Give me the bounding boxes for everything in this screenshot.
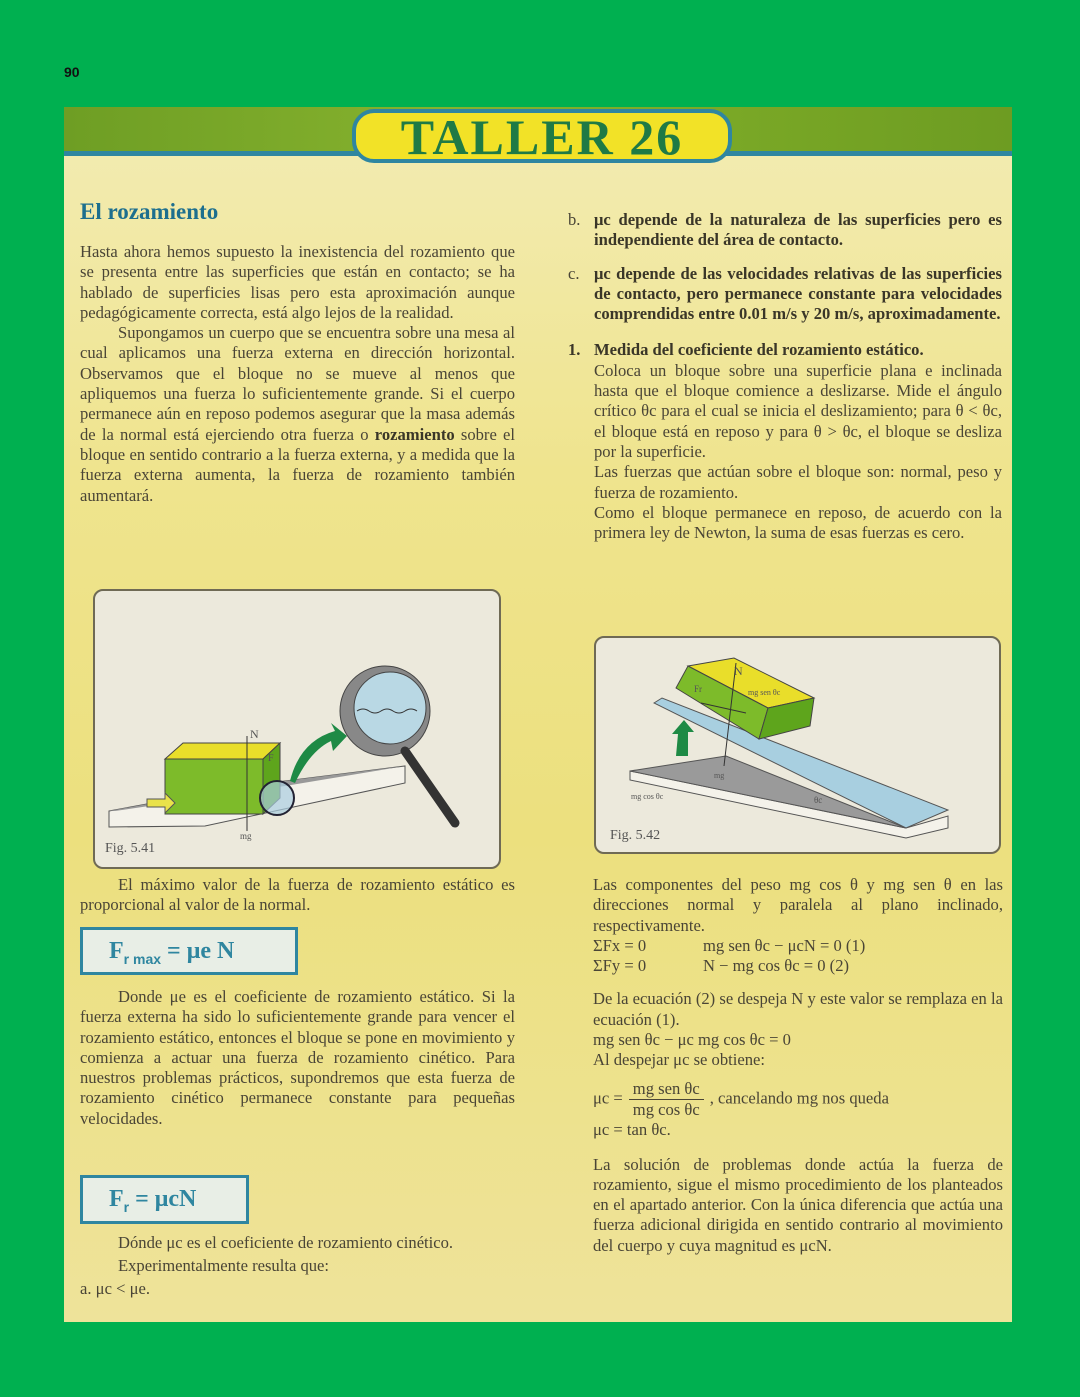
figure-caption: Fig. 5.42 — [610, 828, 661, 843]
equation-left: μc = — [593, 1088, 623, 1108]
formula-static-friction — [80, 927, 298, 975]
list-item-a — [80, 1279, 515, 1299]
list-item-1 — [568, 340, 1002, 543]
list-label: 1. — [568, 340, 581, 360]
paragraph: La solución de problemas donde actúa la fuerza de rozamiento, sigue el mismo procedimiento de los planteados en el apartado anterior. Con la única diferencia que actúa una fuerza adicional dirigida en sentido contrario al movimiento del cuerpo y cuya magnitud es μcN. — [593, 1154, 1003, 1255]
formula-rhs: = μcN — [129, 1186, 197, 1212]
bold-term: rozamiento — [374, 424, 455, 444]
paragraph: Las fuerzas que actúan sobre el bloque son: normal, peso y fuerza de rozamiento. — [594, 462, 1002, 502]
equation-2 — [593, 956, 1003, 976]
label-normal: N — [250, 727, 259, 741]
paragraph — [80, 323, 515, 506]
inclined-plane-illustration — [596, 638, 999, 852]
subsection-title: Medida del coeficiente del rozamiento estático. — [594, 340, 924, 360]
textbook-page — [64, 107, 1012, 1322]
list-text: μc depende de las velocidades relativas de las superficies de contacto, pero permanece constante para velocidades comprendidas entre 0.01 m/s y 20 m/s, aproximadamente. — [594, 263, 1002, 324]
list-label: a. — [80, 1278, 92, 1298]
paragraph: Donde μe es el coeficiente de rozamiento estático. Si la fuerza externa ha sido lo suficientemente grande para vencer el rozamiento estático, entonces el bloque se pone en movimiento y comienza a actuar una fuerza de rozamiento cinético. Para nuestros problemas prácticos, supondremos que esta fuerza de rozamiento cinético permanece constante para pequeñas velocidades. — [80, 987, 515, 1128]
label-normal: N — [734, 664, 743, 678]
list-text: μc < μe. — [95, 1278, 150, 1298]
equation-left: ΣFx = 0 — [593, 935, 647, 955]
formula-subscript: r max — [123, 950, 162, 967]
equation-right: N − mg cos θc = 0 (2) — [703, 956, 850, 976]
text: sobre el bloque en sentido contrario a la fuerza externa, y a medida que la fuerza externa aumenta, la fuerza de rozamiento también aumentará. — [80, 424, 515, 505]
block-magnifier-illustration — [95, 591, 499, 867]
label-mg-cos: mg cos θc — [631, 792, 664, 801]
equation-right: mg sen θc − μcN = 0 (1) — [703, 935, 866, 955]
label-angle: θc — [814, 795, 823, 805]
label-weight: mg — [240, 831, 252, 841]
formula-rhs: = μe N — [161, 938, 235, 964]
list-label: c. — [568, 263, 580, 283]
figure-caption: Fig. 5.41 — [105, 841, 156, 856]
figure-5-41 — [93, 589, 501, 869]
paragraph: Como el bloque permanece en reposo, de acuerdo con la primera ley de Newton, la suma de esas fuerzas es cero. — [594, 502, 1002, 543]
fraction — [629, 1079, 704, 1121]
paragraph: Dónde μc es el coeficiente de rozamiento cinético. — [118, 1233, 454, 1252]
denominator: mg cos θc — [632, 1099, 700, 1119]
paragraph-block — [80, 1233, 515, 1299]
numerator: mg sen θc — [629, 1079, 704, 1100]
paragraph: Las componentes del peso mg cos θ y mg sen θ en las direcciones normal y paralela al plano inclinado, respectivamente. — [593, 875, 1003, 935]
paragraph: El máximo valor de la fuerza de rozamiento estático es proporcional al valor de la normal. — [80, 875, 515, 915]
list-text: μc depende de la naturaleza de las superficies pero es independiente del área de contacto. — [594, 210, 1002, 250]
paragraph: Coloca un bloque sobre una superficie plana e inclinada hasta que el bloque comience a deslizarse. Mide el ángulo crítico θc para el cual se inicia el deslizamiento; para θ < θc, el bloque está en reposo y para θ > θc, el bloque se desliza por la superficie. — [594, 360, 1002, 461]
text: Supongamos un cuerpo que se encuentra sobre una mesa al cual aplicamos una fuerza externa en dirección horizontal. Observamos que el bloque no se mueve al menos que apliquemos una fuerza lo suficientemente grande. Si el cuerpo permanece aún en reposo podemos asegurar que la masa además de la normal está ejerciendo otra fuerza o — [80, 323, 515, 444]
formula-symbol: F — [109, 1186, 124, 1212]
equation-1 — [593, 936, 1003, 956]
paragraph: De la ecuación (2) se despeja N y este valor se remplaza en la ecuación (1). — [593, 989, 1003, 1029]
list-label: b. — [568, 210, 581, 229]
list-item-b — [568, 210, 1002, 251]
equation-left: ΣFy = 0 — [593, 956, 647, 976]
label-mg-sen: mg sen θc — [748, 688, 781, 697]
text: , cancelando mg nos queda — [709, 1088, 889, 1108]
list-item-c — [568, 264, 1002, 325]
left-intro — [80, 242, 515, 506]
section-heading: El rozamiento — [80, 199, 219, 224]
label-friction: Fr — [694, 684, 703, 694]
label-force: F — [268, 753, 274, 764]
figure-5-42 — [594, 636, 1001, 854]
right-list — [568, 210, 1002, 543]
page-number: 90 — [64, 64, 80, 80]
formula-subscript: r — [123, 1198, 130, 1215]
equation-3: mg sen θc − μc mg cos θc = 0 — [593, 1030, 791, 1050]
label-weight: mg — [714, 771, 725, 780]
page-title: TALLER 26 — [352, 109, 732, 163]
paragraph: Al despejar μc se obtiene: — [593, 1050, 766, 1070]
formula-kinetic-friction — [80, 1175, 249, 1224]
paragraph: Experimentalmente resulta que: — [118, 1256, 330, 1276]
paragraph-block — [80, 875, 515, 916]
derivation-block — [593, 875, 1003, 1256]
paragraph-block — [80, 987, 515, 1129]
paragraph: Hasta ahora hemos supuesto la inexistencia del rozamiento que se presenta entre las superficies que están en contacto; se ha hablado de superficies lisas pero esta aproximación aunque pedagógicamente correcta, está algo lejos de la realidad. — [80, 242, 515, 322]
equation-4: μc = tan θc. — [593, 1120, 671, 1140]
formula-symbol: F — [109, 938, 124, 964]
fraction-equation — [593, 1079, 1003, 1121]
